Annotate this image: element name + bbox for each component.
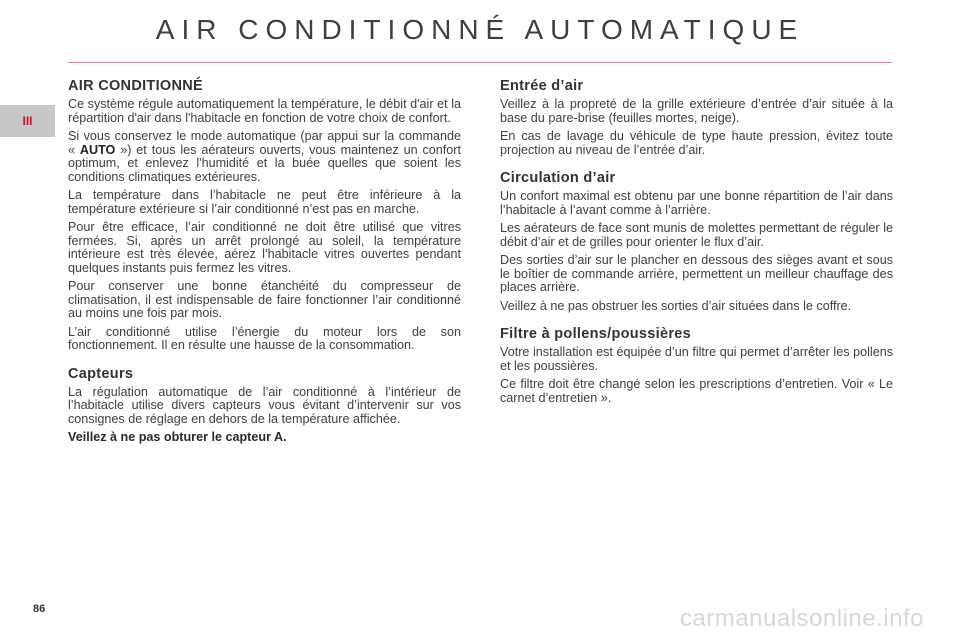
left-column (68, 78, 461, 450)
paragraph: Ce système régule automatiquement la température, le débit d'air et la répartition d'air dans l'habitacle en fonction de votre choix de confort. (68, 97, 461, 125)
paragraph: L’air conditionné utilise l’énergie du moteur lors de son fonctionnement. Il en résulte une hausse de la consommation. (68, 324, 461, 352)
section-title-air-conditionne: AIR CONDITIONNÉ (68, 78, 203, 94)
paragraph: La régulation automatique de l’air conditionné à l’intérieur de l’habitacle utilise divers capteurs vous évitant d’intervenir sur vos consignes de réglage en dehors de la température affichée. (68, 384, 461, 426)
paragraph: En cas de lavage du véhicule de type haute pression, évitez toute projection au niveau de l’entrée d’air. (500, 129, 893, 157)
paragraph: Veillez à ne pas obstruer les sorties d’air situées dans le coffre. (500, 298, 852, 313)
section-title-filtre: Filtre à pollens/poussières (500, 326, 692, 342)
title-divider (68, 62, 892, 63)
paragraph: Veillez à la propreté de la grille extérieure d’entrée d’air située à la base du pare-brise (feuilles mortes, neige). (500, 97, 893, 125)
paragraph-text: Si vous conservez le mode automatique (par appui sur la commande « (68, 129, 461, 157)
paragraph: Les aérateurs de face sont munis de molettes permettant de réguler le débit d’air et de grilles pour orienter le flux d’air. (500, 221, 893, 249)
paragraph: Pour conserver une bonne étanchéité du compresseur de climatisation, il est indispensable de faire fonctionner l’air conditionné au moins une fois par mois. (68, 279, 461, 320)
right-column (500, 78, 893, 410)
section-title-circulation-air: Circulation d’air (500, 170, 616, 186)
watermark: carmanualsonline.info (680, 605, 924, 632)
paragraph: Pour être efficace, l’air conditionné ne doit être utilisé que vitres fermées. Si, après un arrêt prolongé au soleil, la température intérieure est très élevée, aérez l’habitacle vitres ouvertes pendant quelques instants puis fermez les vitres. (68, 220, 461, 275)
paragraph: Ce filtre doit être changé selon les prescriptions d’entretien. Voir « Le carnet d’entretien ». (500, 377, 893, 405)
warning-paragraph: Veillez à ne pas obturer le capteur A. (68, 430, 287, 444)
paragraph: Un confort maximal est obtenu par une bonne répartition de l’air dans l’habitacle à l’avant comme à l’arrière. (500, 189, 893, 217)
section-title-capteurs: Capteurs (68, 365, 134, 382)
paragraph: Votre installation est équipée d’un filtre qui permet d’arrêter les pollens et les poussières. (500, 345, 893, 373)
paragraph: La température dans l’habitacle ne peut être inférieure à la température extérieure si l’air conditionné n’est pas en marche. (68, 188, 461, 216)
section-title-entree-air: Entrée d’air (500, 78, 584, 94)
chapter-tab: III (0, 105, 55, 137)
auto-keyword: AUTO (79, 142, 116, 157)
paragraph-text: ») et tous les aérateurs ouverts, vous maintenez un confort optimum, et enlevez l'humidité et la buée quelles que soient les conditions climatiques extérieures. (68, 142, 461, 184)
paragraph-auto-mode (68, 130, 461, 184)
paragraph: Des sorties d’air sur le plancher en dessous des sièges avant et sous le boîtier de commande arrière, permettent un meilleur chauffage des places arrière. (500, 253, 893, 294)
page-title: AIR CONDITIONNÉ AUTOMATIQUE (155, 14, 805, 45)
page-number: 86 (33, 603, 46, 615)
